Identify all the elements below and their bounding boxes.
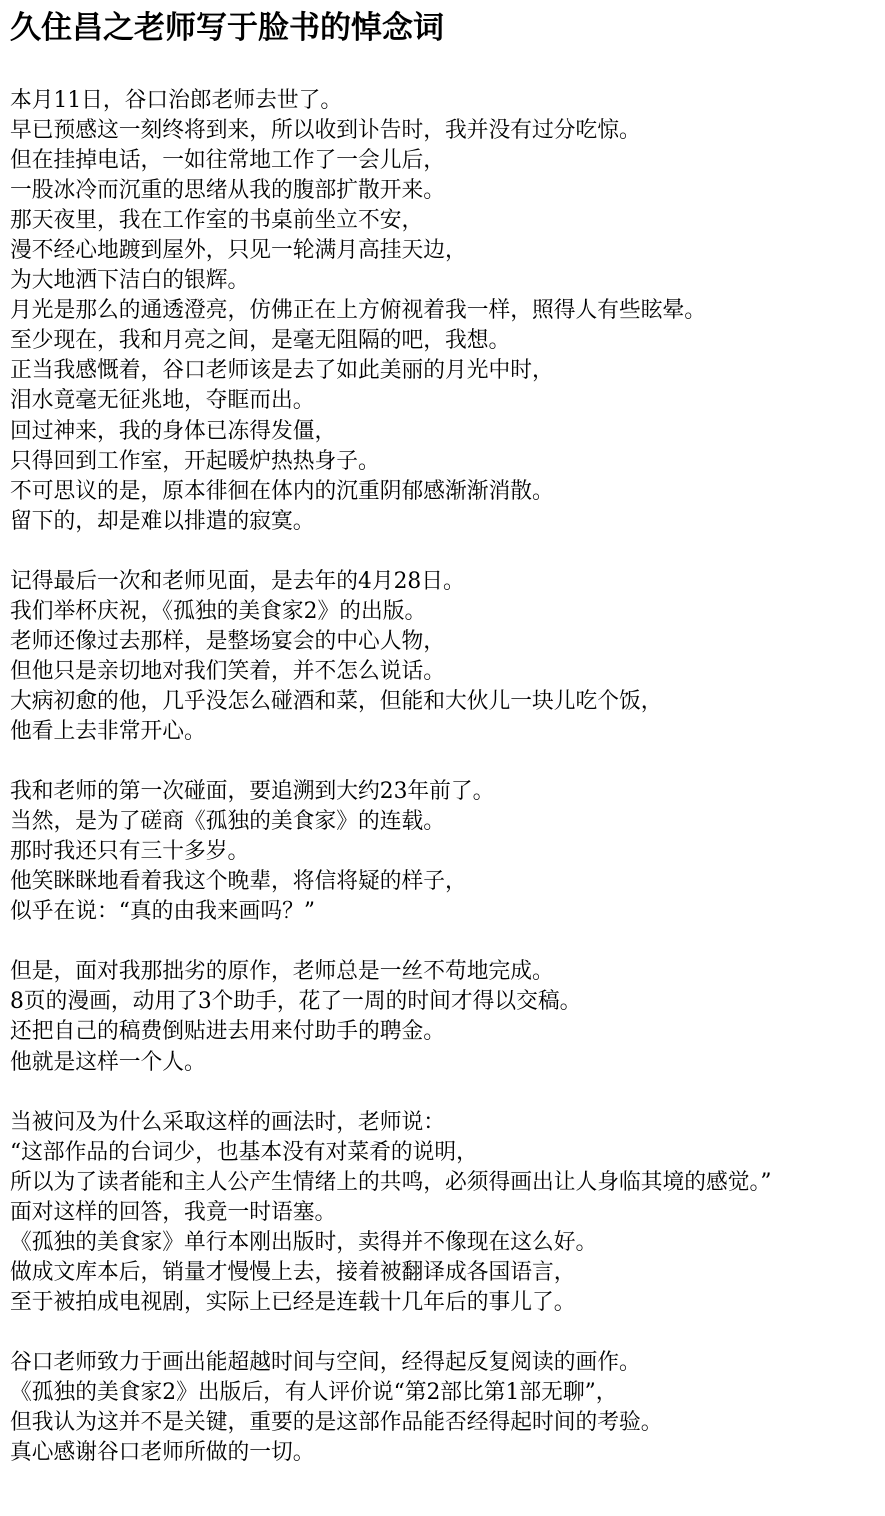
text-line: 《孤独的美食家》单行本刚出版时，卖得并不像现在这么好。 — [10, 1229, 598, 1255]
text-line: 泪水竟毫无征兆地，夺眶而出。 — [10, 388, 315, 414]
text-line: “这部作品的台词少，也基本没有对菜肴的说明， — [10, 1139, 478, 1165]
document-title: 久住昌之老师写于脸书的悼念词 — [10, 10, 444, 46]
text-line: 做成文库本后，销量才慢慢上去，接着被翻译成各国语言， — [10, 1259, 576, 1285]
text-line: 正当我感慨着，谷口老师该是去了如此美丽的月光中时， — [10, 358, 554, 384]
text-line: 一股冰冷而沉重的思绪从我的腹部扩散开来。 — [10, 178, 445, 204]
document-body — [10, 86, 885, 1468]
text-line: 漫不经心地踱到屋外，只见一轮满月高挂天边， — [10, 238, 467, 264]
text-line: 至少现在，我和月亮之间，是毫无阻隔的吧，我想。 — [10, 328, 511, 354]
text-line: 但在挂掉电话，一如往常地工作了一会儿后， — [10, 148, 445, 174]
text-line: 他就是这样一个人。 — [10, 1049, 206, 1075]
text-line: 《孤独的美食家2》出版后，有人评价说“第2部比第1部无聊”， — [10, 1380, 618, 1406]
text-line: 似乎在说：“真的由我来画吗？” — [10, 899, 315, 925]
text-line: 真心感谢谷口老师所做的一切。 — [10, 1440, 315, 1466]
text-line: 8页的漫画，动用了3个助手，花了一周的时间才得以交稿。 — [10, 989, 582, 1015]
text-line: 我们举杯庆祝，《孤独的美食家2》的出版。 — [10, 598, 427, 624]
text-line: 但我认为这并不是关键，重要的是这部作品能否经得起时间的考验。 — [10, 1410, 663, 1436]
text-line: 当然，是为了磋商《孤独的美食家》的连载。 — [10, 809, 445, 835]
text-line: 面对这样的回答，我竟一时语塞。 — [10, 1199, 337, 1225]
text-line: 老师还像过去那样，是整场宴会的中心人物， — [10, 628, 445, 654]
text-line: 但是，面对我那拙劣的原作，老师总是一丝不苟地完成。 — [10, 959, 554, 985]
text-line: 但他只是亲切地对我们笑着，并不怎么说话。 — [10, 658, 445, 684]
paragraph — [10, 1108, 885, 1318]
paragraph — [10, 86, 885, 537]
paragraph — [10, 777, 885, 927]
text-line: 当被问及为什么采取这样的画法时，老师说： — [10, 1109, 445, 1135]
paragraph — [10, 957, 885, 1077]
text-line: 所以为了读者能和主人公产生情绪上的共鸣，必须得画出让人身临其境的感觉。” — [10, 1169, 772, 1195]
text-line: 只得回到工作室，开起暖炉热热身子。 — [10, 448, 380, 474]
text-line: 不可思议的是，原本徘徊在体内的沉重阴郁感渐渐消散。 — [10, 478, 554, 504]
text-line: 还把自己的稿费倒贴进去用来付助手的聘金。 — [10, 1019, 445, 1045]
text-line: 他笑眯眯地看着我这个晚辈，将信将疑的样子， — [10, 869, 467, 895]
text-line: 我和老师的第一次碰面，要追溯到大约23年前了。 — [10, 779, 495, 805]
text-line: 至于被拍成电视剧，实际上已经是连载十几年后的事儿了。 — [10, 1289, 576, 1315]
text-line: 本月11日，谷口治郎老师去世了。 — [10, 88, 343, 113]
text-line: 早已预感这一刻终将到来，所以收到讣告时，我并没有过分吃惊。 — [10, 118, 641, 144]
text-line: 为大地洒下洁白的银辉。 — [10, 268, 250, 294]
text-line: 留下的，却是难以排遣的寂寞。 — [10, 508, 315, 534]
text-line: 谷口老师致力于画出能超越时间与空间，经得起反复阅读的画作。 — [10, 1349, 641, 1375]
text-line: 他看上去非常开心。 — [10, 718, 206, 744]
text-line: 那时我还只有三十多岁。 — [10, 839, 250, 865]
text-line: 记得最后一次和老师见面，是去年的4月28日。 — [10, 568, 465, 594]
text-line: 月光是那么的通透澄亮，仿佛正在上方俯视着我一样，照得人有些眩晕。 — [10, 298, 706, 324]
text-line: 回过神来，我的身体已冻得发僵， — [10, 418, 337, 444]
paragraph — [10, 1348, 885, 1468]
text-line: 那天夜里，我在工作室的书桌前坐立不安， — [10, 208, 424, 234]
paragraph — [10, 567, 885, 747]
text-line: 大病初愈的他，几乎没怎么碰酒和菜，但能和大伙儿一块儿吃个饭， — [10, 688, 663, 714]
